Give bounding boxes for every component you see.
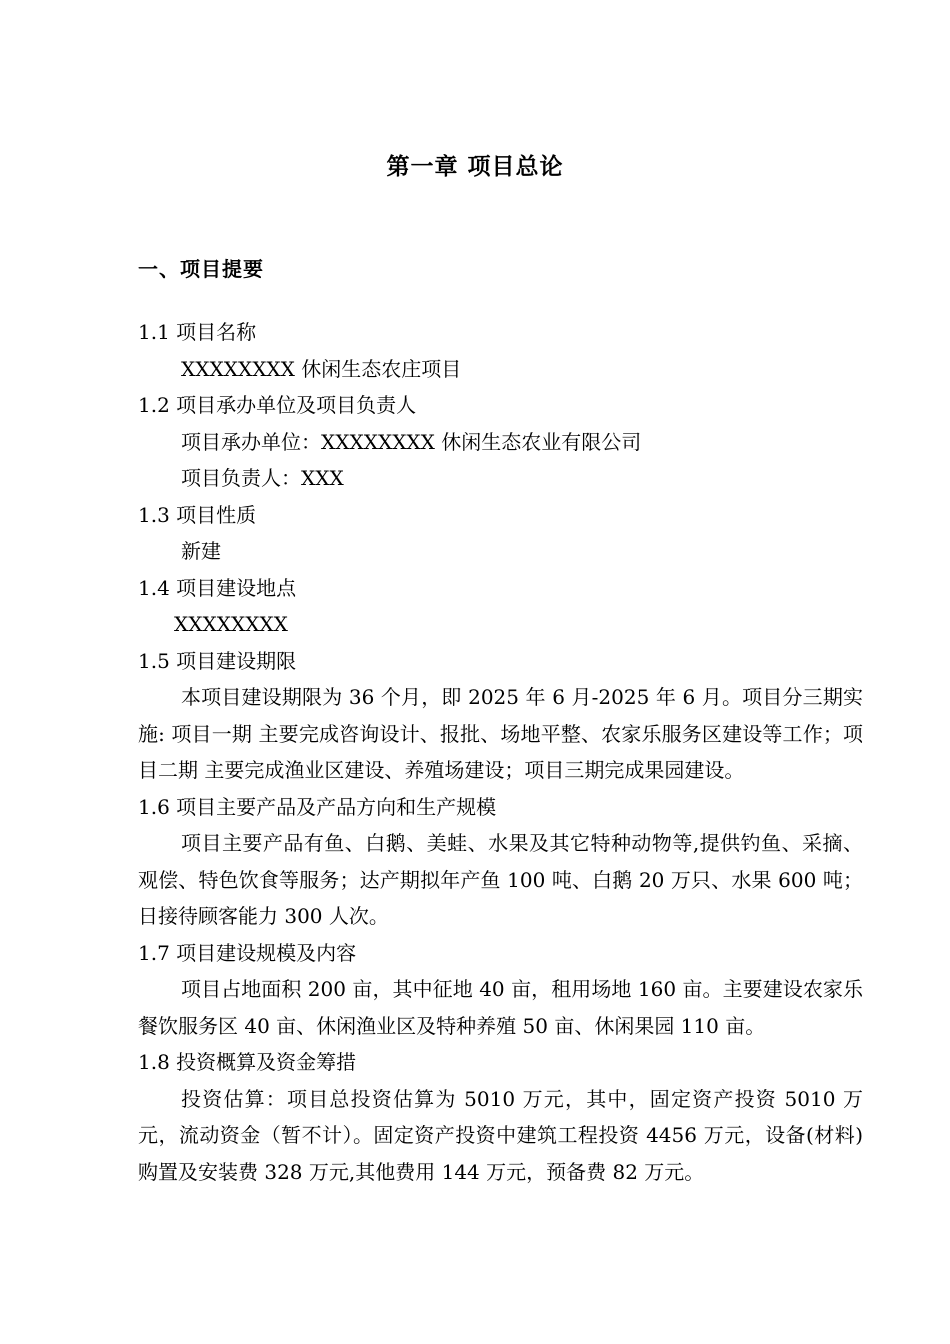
- project-name-value: XXXXXXXX 休闲生态农庄项目: [181, 356, 462, 381]
- project-nature-value: 新建: [181, 539, 221, 563]
- item-heading-project-name: 1.1 项目名称: [138, 320, 257, 344]
- item-heading-construction-scale: 1.7 项目建设规模及内容: [138, 940, 357, 965]
- item-heading-project-nature: 1.3 项目性质: [138, 502, 257, 527]
- item-heading-construction-period: 1.5 项目建设期限: [138, 648, 297, 673]
- project-leader-value: 项目负责人：XXX: [181, 466, 344, 490]
- item-heading-undertaking-unit: 1.2 项目承办单位及项目负责人: [138, 393, 417, 417]
- undertaking-unit-value: 项目承办单位：XXXXXXXX 休闲生态农业有限公司: [181, 429, 642, 454]
- body-text: [138, 314, 863, 1190]
- location-value: XXXXXXXX: [174, 612, 288, 636]
- products-paragraph: 项目主要产品有鱼、白鹅、美蛙、水果及其它特种动物等,提供钓鱼、采摘、观偿、特色饮食等服务；达产期拟年产鱼 100 吨、白鹅 20 万只、水果 600 吨；日接待顾客能力 300 人次。: [138, 831, 863, 928]
- investment-paragraph: 投资估算：项目总投资估算为 5010 万元，其中，固定资产投资 5010 万元，流动资金（暂不计）。固定资产投资中建筑工程投资 4456 万元，设备(材料)购置及安装费 328 万元,其他费用 144 万元，预备费 82 万元。: [138, 1086, 863, 1184]
- item-heading-investment: 1.8 投资概算及资金筹措: [138, 1050, 357, 1074]
- chapter-title: 第一章 项目总论: [386, 153, 564, 180]
- item-heading-products: 1.6 项目主要产品及产品方向和生产规模: [138, 794, 497, 819]
- construction-period-paragraph: 本项目建设期限为 36 个月，即 2025 年 6 月-2025 年 6 月。项目分三期实施: 项目一期 主要完成咨询设计、报批、场地平整、农家乐服务区建设等工作；项目二期 主要完成渔业区建设、养殖场建设；项目三期完成果园建设。: [138, 685, 863, 782]
- construction-scale-paragraph: 项目占地面积 200 亩，其中征地 40 亩，租用场地 160 亩。主要建设农家乐餐饮服务区 40 亩、休闲渔业区及特种养殖 50 亩、休闲果园 110 亩。: [138, 977, 863, 1038]
- item-heading-location: 1.4 项目建设地点: [138, 575, 297, 600]
- section-heading: 一、项目提要: [138, 257, 264, 281]
